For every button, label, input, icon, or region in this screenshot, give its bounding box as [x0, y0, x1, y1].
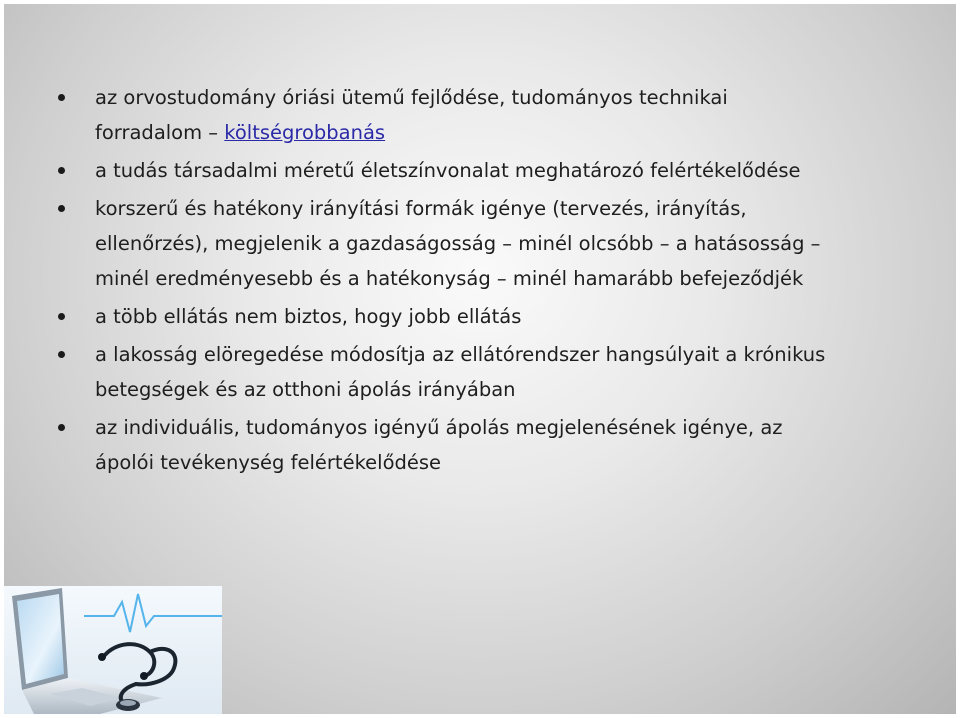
bullet-item — [4, 191, 956, 296]
bullet-dot-icon — [58, 94, 65, 101]
bullet-line: a tudás társadalmi méretű életszínvonalat meghatározó felértékelődése — [95, 159, 801, 182]
bullet-dot-icon — [58, 424, 65, 431]
cost-explosion-link[interactable]: költségrobbanás — [224, 121, 386, 144]
bullet-dot-icon — [58, 351, 65, 358]
bullet-line: betegségek és az otthoni ápolás irányában — [95, 378, 516, 401]
bullet-list — [4, 80, 956, 483]
bullet-line: az individuális, tudományos igényű ápolás megjelenésének igénye, az — [95, 416, 783, 439]
bullet-item — [4, 410, 956, 480]
bullet-dot-icon — [58, 205, 65, 212]
slide — [4, 4, 956, 714]
bullet-item — [4, 299, 956, 334]
bullet-item — [4, 80, 956, 150]
bullet-dot-icon — [58, 167, 65, 174]
laptop-stethoscope-illustration — [4, 586, 222, 714]
bullet-line: ellenőrzés), megjelenik a gazdaságosság – minél olcsóbb – a hatásosság – — [95, 232, 821, 255]
bullet-text: forradalom – — [95, 121, 225, 144]
bullet-line: minél eredményesebb és a hatékonyság – minél hamarább befejeződjék — [95, 267, 804, 290]
bullet-dot-icon — [58, 313, 65, 320]
bullet-item — [4, 337, 956, 407]
bullet-line: ápolói tevékenység felértékelődése — [95, 451, 442, 474]
bullet-line — [95, 115, 936, 150]
bullet-line: az orvostudomány óriási ütemű fejlődése, tudományos technikai — [95, 86, 728, 109]
bullet-line: a lakosság elöregedése módosítja az ellátórendszer hangsúlyait a krónikus — [95, 343, 826, 366]
bullet-item — [4, 153, 956, 188]
bullet-line: korszerű és hatékony irányítási formák igénye (tervezés, irányítás, — [95, 197, 747, 220]
bullet-line: a több ellátás nem biztos, hogy jobb ellátás — [95, 305, 522, 328]
